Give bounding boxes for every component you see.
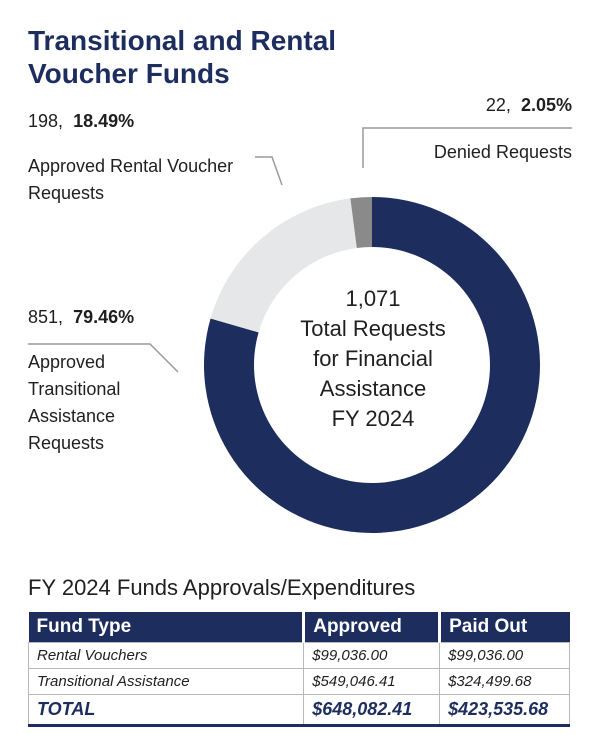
label-denied-requests [434, 92, 572, 166]
cell-fund-type: Transitional Assistance [29, 669, 304, 695]
transitional-label-line-1: Approved [28, 352, 106, 372]
rental-label-line-2: Requests [28, 183, 105, 203]
center-line-3: for Financial [313, 346, 433, 371]
total-paid-out: $423,535.68 [440, 695, 570, 726]
center-line-5: FY 2024 [331, 406, 415, 431]
center-line-4: Assistance [319, 376, 427, 401]
donut-center-label [253, 284, 493, 434]
header-approved: Approved [304, 612, 440, 643]
funds-table-header-row [29, 612, 570, 643]
label-rental-vouchers [28, 108, 233, 207]
leader-line-rental [255, 157, 282, 185]
label-transitional-assistance [28, 304, 134, 457]
funds-table-title: FY 2024 Funds Approvals/Expenditures [28, 575, 416, 600]
transitional-label-line-3: Assistance [28, 406, 116, 426]
total-label: TOTAL [29, 695, 304, 726]
cell-approved: $549,046.41 [304, 669, 440, 695]
denied-count: 22, [485, 95, 511, 115]
transitional-label-line-2: Transitional [28, 379, 121, 399]
rental-count: 198, [28, 111, 64, 131]
header-fund-type: Fund Type [29, 612, 304, 643]
cell-approved: $99,036.00 [304, 643, 440, 669]
table-row [29, 643, 570, 669]
chart-title-line-2: Voucher Funds [28, 58, 230, 89]
table-row [29, 669, 570, 695]
denied-percent: 2.05% [520, 95, 572, 115]
cell-paid-out: $324,499.68 [440, 669, 570, 695]
transitional-label-line-4: Requests [28, 433, 105, 453]
table-total-row [29, 695, 570, 726]
header-paid-out: Paid Out [440, 612, 570, 643]
funds-table [28, 612, 570, 727]
transitional-percent: 79.46% [73, 307, 135, 327]
cell-fund-type: Rental Vouchers [29, 643, 304, 669]
chart-title-line-1: Transitional and Rental [28, 25, 337, 56]
total-approved: $648,082.41 [304, 695, 440, 726]
center-total: 1,071 [345, 286, 401, 311]
rental-percent: 18.49% [73, 111, 135, 131]
rental-label-line-1: Approved Rental Voucher [28, 156, 234, 176]
center-line-2: Total Requests [300, 316, 446, 341]
denied-label-line-1: Denied Requests [433, 142, 572, 162]
cell-paid-out: $99,036.00 [440, 643, 570, 669]
transitional-count: 851, [28, 307, 64, 327]
